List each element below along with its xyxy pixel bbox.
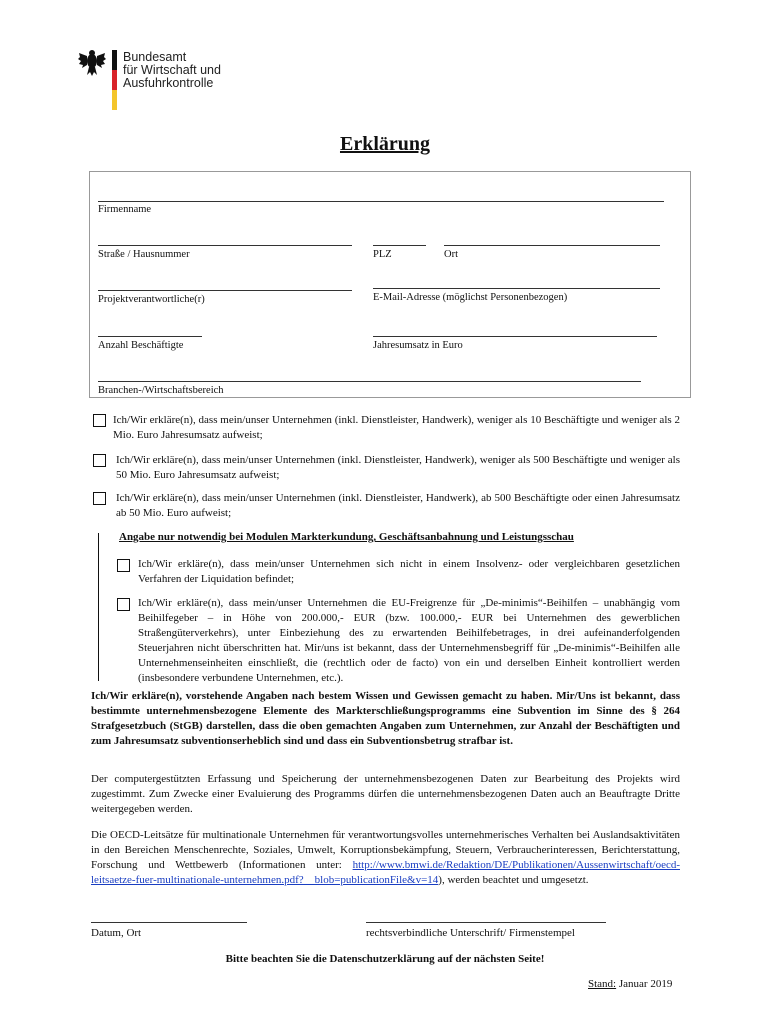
oecd-text-before: Die OECD-Leitsätze für multinationale Unternehmen für verantwortungsvolles unternehmerisches Verhalten bei Auslandsaktivitäten in den Bereichen Menschenrechte, Soziales, Umwelt, Korruptionsbekämpfung, Steuern, Verbraucherinteressen, Berichterstattung, Forschung und Wettbewerb (Informationen unter: [91, 829, 680, 871]
date-place-line[interactable] [91, 922, 247, 923]
signature-label: rechtsverbindliche Unterschrift/ Firmenstempel [366, 927, 575, 939]
ort-label: Ort [444, 249, 458, 260]
ort-line[interactable] [444, 245, 660, 246]
branche-line[interactable] [98, 381, 641, 382]
company-info-box [89, 171, 691, 398]
beschaeftigte-line[interactable] [98, 336, 202, 337]
oecd-paragraph [91, 828, 680, 888]
flag-red-stripe [112, 70, 117, 90]
statement-de-minimis: Ich/Wir erkläre(n), dass mein/unser Unternehmen die EU-Freigrenze für „De-minimis“-Beihilfen – unabhängig vom Beihilfegeber – in Höhe von 200.000,- EUR (bzw. 100.000,- EUR bei Unternehmen des gewerblichen Straßengüterverkehrs), unter Einbeziehung des zu erwartenden Beihilfebetrages, in drei aufeinanderfolgenden Steuerjahren nicht überschritten hat. Mir/uns ist bekannt, dass der Unternehmensbegriff für „De-minimis“-Beihilfen alle Unternehmenseinheiten einschließt, die (rechtlich oder de facto) von ein und derselben Einheit kontrolliert werden (insbesondere verbundene Unternehmen, etc.). [138, 597, 680, 684]
email-label: E-Mail-Adresse (möglichst Personenbezogen) [373, 292, 568, 303]
module-section-bracket [98, 533, 99, 681]
flag-bar [112, 50, 117, 110]
agency-logo-text [123, 51, 221, 90]
signature-line[interactable] [366, 922, 606, 923]
date-place-label: Datum, Ort [91, 927, 142, 939]
flag-black-stripe [112, 50, 117, 70]
strasse-line[interactable] [98, 245, 352, 246]
logo-line-3: Ausfuhrkontrolle [123, 76, 214, 90]
flag-gold-stripe [112, 90, 117, 110]
statement-small-enterprise: Ich/Wir erkläre(n), dass mein/unser Unternehmen (inkl. Dienstleister, Handwerk), weniger als 10 Beschäftigte und weniger als 2 Mio. Euro Jahresumsatz aufweist; [113, 414, 680, 441]
logo-line-2: für Wirtschaft und [123, 63, 221, 77]
plz-label: PLZ [373, 249, 392, 260]
stand-date [588, 977, 672, 992]
beschaeftigte-label: Anzahl Beschäftigte [98, 340, 184, 351]
statement-medium-enterprise: Ich/Wir erkläre(n), dass mein/unser Unternehmen (inkl. Dienstleister, Handwerk), weniger als 500 Beschäftigte und weniger als 50 Mio. Euro Jahresumsatz aufweist; [116, 454, 680, 481]
statement-no-insolvency: Ich/Wir erkläre(n), dass mein/unser Unternehmen sich nicht in einem Insolvenz- oder vergleichbaren gesetzlichen Verfahren der Liquidation befindet; [138, 558, 680, 585]
privacy-notice-footer: Bitte beachten Sie die Datenschutzerklärung auf der nächsten Seite! [225, 953, 545, 965]
jahresumsatz-label: Jahresumsatz in Euro [373, 340, 463, 351]
checkbox-medium-enterprise[interactable] [93, 454, 106, 467]
jahresumsatz-line[interactable] [373, 336, 657, 337]
projekt-line[interactable] [98, 290, 352, 291]
checkbox-large-enterprise[interactable] [93, 492, 106, 505]
logo-line-1: Bundesamt [123, 50, 187, 64]
branche-label: Branchen-/Wirtschaftsbereich [98, 385, 224, 396]
data-processing-notice: Der computergestützten Erfassung und Speicherung der unternehmensbezogenen Daten zur Bearbeitung des Projekts wird zugestimmt. Zum Zwecke einer Evaluierung des Programms dürfen die unternehmensbezogenen Daten auch an Beauftragte Dritte weitergegeben werden. [91, 773, 680, 815]
statement-large-enterprise: Ich/Wir erkläre(n), dass mein/unser Unternehmen (inkl. Dienstleister, Handwerk), ab 500 Beschäftigte oder einen Jahresumsatz ab 50 Mio. Euro aufweist; [116, 492, 680, 519]
firmenname-label: Firmenname [98, 204, 152, 215]
federal-eagle-icon [78, 48, 106, 78]
oecd-text-after: ), werden beachtet und umgesetzt. [438, 874, 589, 886]
email-line[interactable] [373, 288, 660, 289]
checkbox-no-insolvency[interactable] [117, 559, 130, 572]
subsidy-declaration: Ich/Wir erkläre(n), vorstehende Angaben nach bestem Wissen und Gewissen gemacht zu haben. Mir/Uns ist bekannt, dass bestimmte unternehmensbezogene Elemente des Markterschließungsprogramms eine Subvention im Sinne des § 264 Strafgesetzbuch (StGB) darstellen, dass die oben gemachten Angaben zum Unternehmen, zur Anzahl der Beschäftigten und zum Jahresumsatz subventionserheblich sind und dass ein Subventionsbetrug strafbar ist. [91, 690, 680, 747]
stand-label: Stand: [588, 978, 617, 990]
page-title: Erklärung [339, 133, 431, 155]
plz-line[interactable] [373, 245, 426, 246]
checkbox-small-enterprise[interactable] [93, 414, 106, 427]
projekt-label: Projektverantwortliche(r) [98, 294, 205, 305]
stand-value: Januar 2019 [618, 978, 673, 990]
firmenname-line[interactable] [98, 201, 664, 202]
oecd-link[interactable]: http://www.bmwi.de/Redaktion/DE/Publikationen/Aussenwirtschaft/oecd-leitsaetze-fuer-multinationale-unternehmen.pdf?__blob=publicationFile&v=14 [91, 859, 680, 886]
module-section-heading: Angabe nur notwendig bei Modulen Markterkundung, Geschäftsanbahnung und Leistungsschau [119, 531, 574, 543]
checkbox-de-minimis[interactable] [117, 598, 130, 611]
strasse-label: Straße / Hausnummer [98, 249, 190, 260]
